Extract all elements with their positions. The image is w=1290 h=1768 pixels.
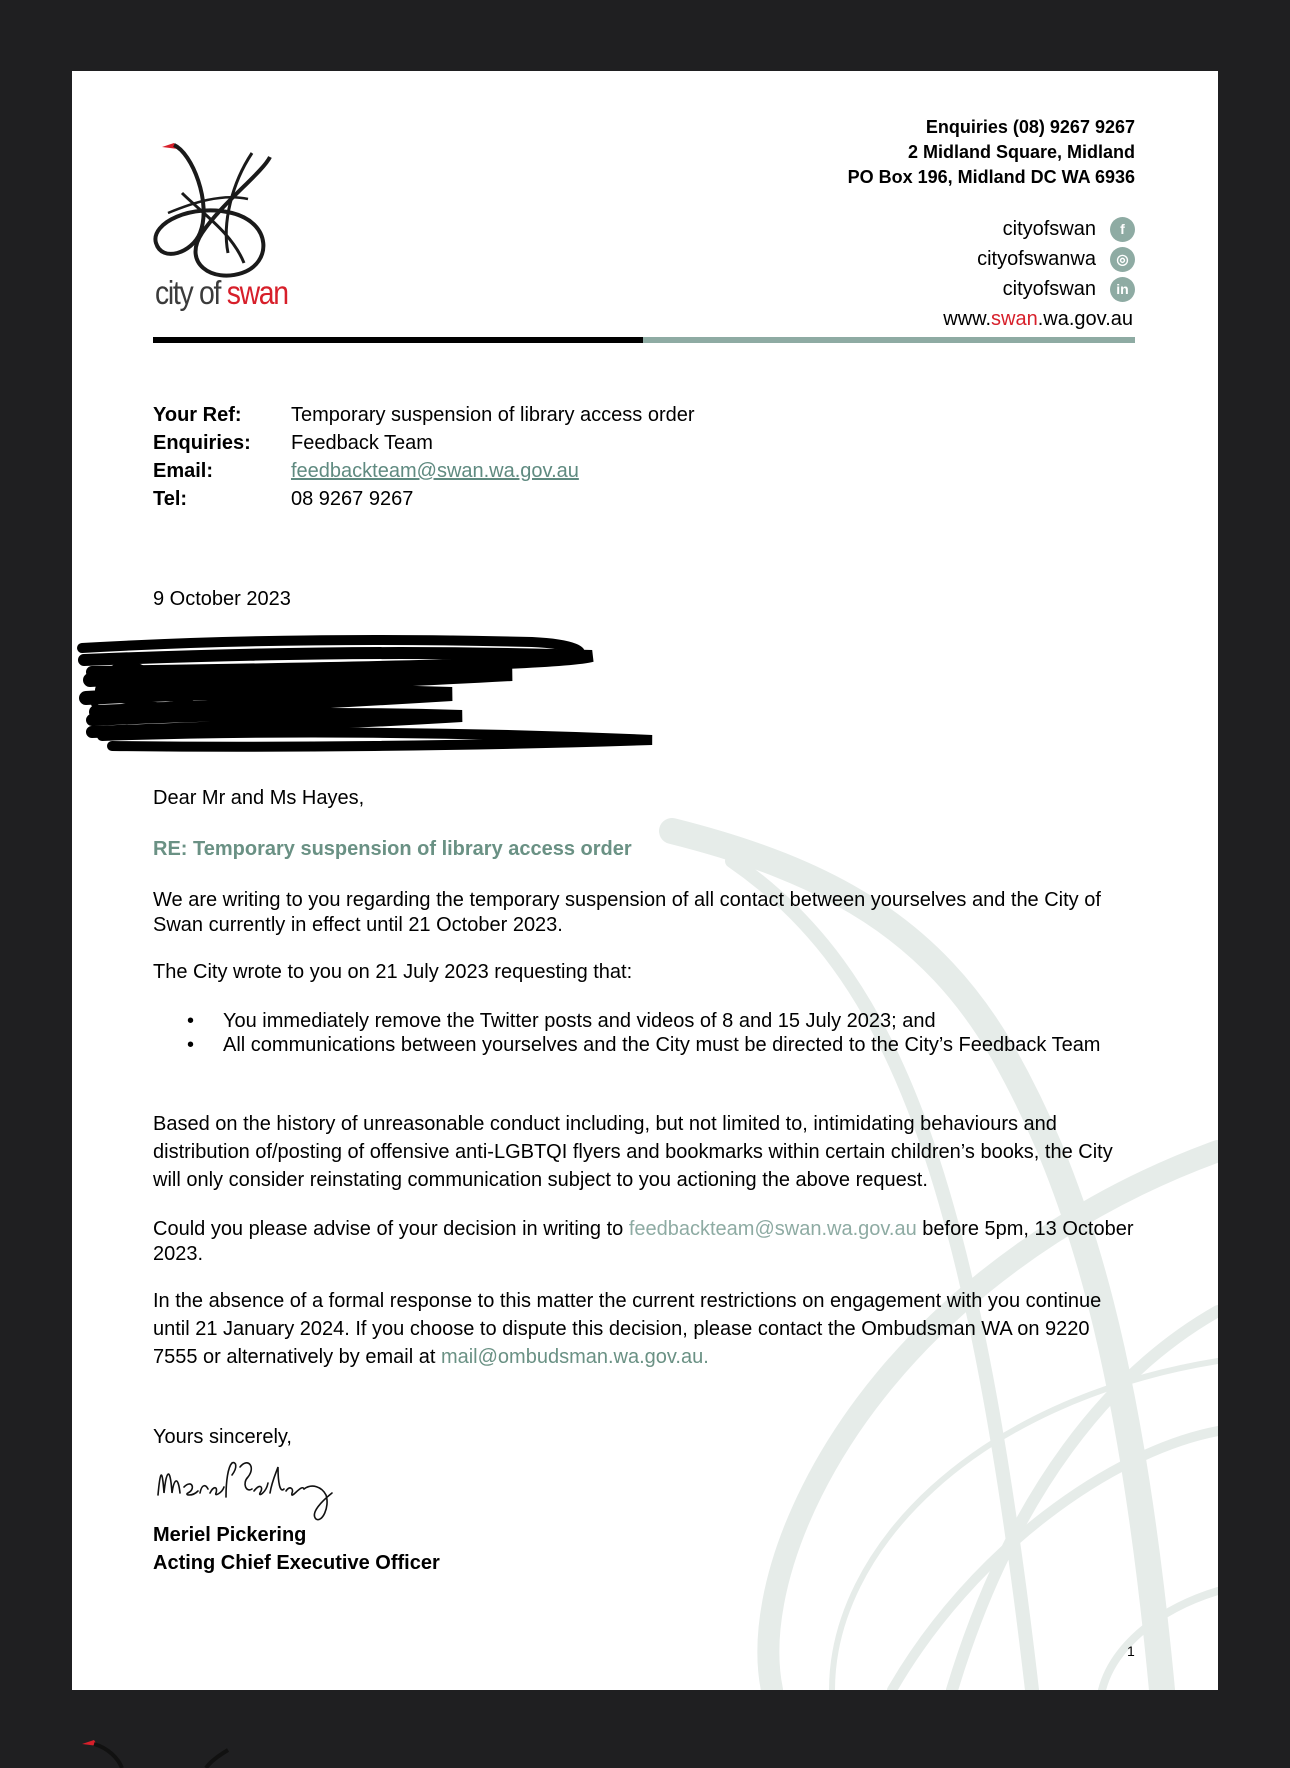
list-item: • You immediately remove the Twitter posts and videos of 8 and 15 July 2023; and <box>153 1009 1138 1033</box>
email-label: Email: <box>153 460 214 482</box>
letter-date: 9 October 2023 <box>153 588 291 610</box>
enquiries-label: Enquiries: <box>153 432 251 454</box>
feedback-email-link[interactable]: feedbackteam@swan.wa.gov.au <box>628 1218 917 1240</box>
header-rule-dark <box>153 337 643 343</box>
reference-block <box>153 401 695 513</box>
email-link[interactable]: feedbackteam@swan.wa.gov.au <box>291 460 579 482</box>
subject-line: RE: Temporary suspension of library access order <box>153 838 632 860</box>
contact-block <box>848 115 1135 190</box>
instagram-icon: ◎ <box>1110 247 1135 272</box>
letter-page <box>72 71 1218 1690</box>
your-ref-value: Temporary suspension of library access order <box>291 404 695 426</box>
website-link[interactable]: www. swan .wa.gov.au <box>943 308 1133 330</box>
linkedin-handle: cityofswan <box>1002 278 1096 300</box>
header-rule-light <box>643 337 1135 343</box>
signer-name: Meriel Pickering <box>153 1524 307 1546</box>
paragraph-4: Could you please advise of your decision in writing to feedbackteam@swan.wa.gov.au before 5pm, 13 October 2023. <box>153 1218 1134 1265</box>
enquiries-value: Feedback Team <box>291 432 433 454</box>
social-links <box>943 214 1135 334</box>
redacted-address <box>72 628 692 758</box>
signer-title: Acting Chief Executive Officer <box>153 1552 440 1574</box>
facebook-handle: cityofswan <box>1002 218 1096 240</box>
paragraph-2: The City wrote to you on 21 July 2023 requesting that: <box>153 961 633 983</box>
signer-block <box>153 1521 440 1577</box>
paragraph-5: In the absence of a formal response to this matter the current restrictions on engagement with you continue until 21 January 2024. If you choose to dispute this decision, please contact the Ombudsman WA on 9220 7555 or alternatively by email at mail@ombudsman.wa.gov.au. <box>153 1290 1102 1368</box>
ombudsman-email-link[interactable]: mail@ombudsman.wa.gov.au. <box>440 1346 709 1368</box>
closing: Yours sincerely, <box>153 1426 292 1448</box>
salutation: Dear Mr and Ms Hayes, <box>153 787 365 809</box>
next-page-logo-fragment <box>78 1740 238 1768</box>
enquiries-line: Enquiries (08) 9267 9267 <box>925 117 1135 137</box>
your-ref-label: Your Ref: <box>153 404 242 426</box>
page-number: 1 <box>1127 1643 1135 1659</box>
tel-label: Tel: <box>153 488 188 510</box>
address-line-1: 2 Midland Square, Midland <box>907 142 1135 162</box>
instagram-handle: cityofswanwa <box>977 248 1096 270</box>
social-row-linkedin[interactable] <box>943 274 1135 304</box>
paragraph-1: We are writing to you regarding the temporary suspension of all contact between yourselves and the City of Swan currently in effect until 21 October 2023. <box>153 889 1101 936</box>
linkedin-icon: in <box>1110 277 1135 302</box>
handwritten-signature <box>152 1453 352 1525</box>
paragraph-3: Based on the history of unreasonable conduct including, but not limited to, intimidating behaviours and distribution of/posting of offensive anti-LGBTQI flyers and bookmarks within certain children’s books, the City will only consider reinstating communication subject to you actioning the above request. <box>153 1113 1113 1191</box>
request-list <box>153 1009 1138 1057</box>
list-item: • All communications between yourselves and the City must be directed to the City’s Feedback Team <box>153 1033 1138 1057</box>
logo-wordmark: city of swan <box>155 274 288 311</box>
facebook-icon: f <box>1110 217 1135 242</box>
tel-value: 08 9267 9267 <box>291 488 414 510</box>
address-line-2: PO Box 196, Midland DC WA 6936 <box>847 167 1135 187</box>
social-row-facebook[interactable] <box>943 214 1135 244</box>
social-row-instagram[interactable] <box>943 244 1135 274</box>
